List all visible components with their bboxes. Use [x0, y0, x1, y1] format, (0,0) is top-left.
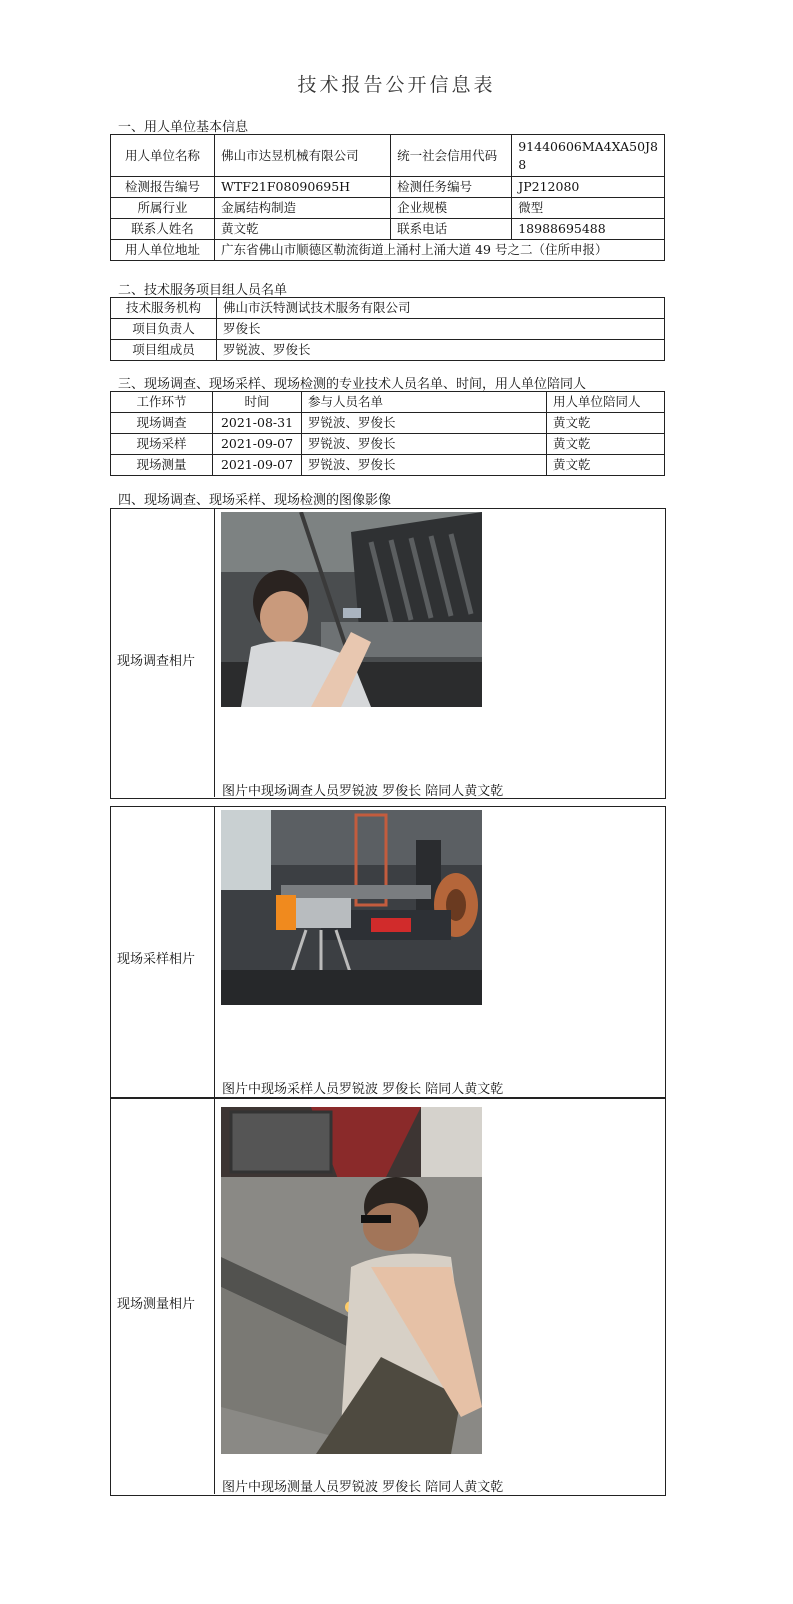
table-cell: 广东省佛山市顺德区勒流街道上涌村上涌大道 49 号之二（住所申报） [215, 240, 665, 261]
section3-heading: 三、现场调查、现场采样、现场检测的专业技术人员名单、时间，用人单位陪同人 [118, 377, 587, 392]
table-cell: 项目组成员 [111, 340, 217, 361]
credit-code-line1: 91440606MA4XA50J8 [518, 138, 658, 154]
survey-photo [221, 512, 482, 707]
table-row [111, 198, 665, 219]
photo-caption: 图片中现场测量人员罗锐波 罗俊长 陪同人黄文乾 [222, 1480, 504, 1495]
table-cell: 黄文乾 [547, 413, 665, 434]
table-row [111, 135, 665, 177]
column-header: 工作环节 [111, 392, 213, 413]
table-cell: 金属结构制造 [215, 198, 391, 219]
measurement-photo [221, 1107, 482, 1454]
section1-heading: 一、用人单位基本信息 [118, 120, 249, 135]
column-header: 用人单位陪同人 [547, 392, 665, 413]
column-header: 时间 [213, 392, 302, 413]
unit-info-table [110, 134, 665, 261]
table-cell: 用人单位地址 [111, 240, 215, 261]
table-cell: 联系人姓名 [111, 219, 215, 240]
photo-label: 现场调查相片 [117, 654, 196, 669]
table-cell: 检测任务编号 [391, 177, 512, 198]
divider [214, 508, 215, 797]
table-row [111, 434, 665, 455]
table-cell: 黄文乾 [547, 455, 665, 476]
credit-code-line2: 8 [518, 156, 527, 172]
sampling-photo [221, 810, 482, 1005]
table-row [111, 455, 665, 476]
team-table [110, 297, 665, 361]
table-cell: 现场测量 [111, 455, 213, 476]
page-title: 技术报告公开信息表 [297, 74, 496, 96]
table-cell: 现场采样 [111, 434, 213, 455]
table-cell: 现场调查 [111, 413, 213, 434]
table-cell: 黄文乾 [547, 434, 665, 455]
table-cell: 技术服务机构 [111, 298, 217, 319]
schedule-table [110, 391, 665, 476]
table-cell: 2021-09-07 [213, 455, 302, 476]
photo-caption: 图片中现场采样人员罗锐波 罗俊长 陪同人黄文乾 [222, 1082, 504, 1097]
sampling-photo-image [221, 810, 482, 1005]
table-row [111, 298, 665, 319]
table-cell: WTF21F08090695H [215, 177, 391, 198]
section4-heading: 四、现场调查、现场采样、现场检测的图像影像 [118, 493, 392, 508]
column-header: 参与人员名单 [302, 392, 547, 413]
table-row [111, 177, 665, 198]
divider [214, 1097, 215, 1494]
table-cell: 黄文乾 [215, 219, 391, 240]
table-cell: 用人单位名称 [111, 135, 215, 177]
section2-heading: 二、技术服务项目组人员名单 [118, 283, 288, 298]
table-cell: 检测报告编号 [111, 177, 215, 198]
table-cell: 罗锐波、罗俊长 [217, 340, 665, 361]
table-cell: 佛山市达昱机械有限公司 [215, 135, 391, 177]
measurement-photo-image [221, 1107, 482, 1454]
table-cell: 2021-08-31 [213, 413, 302, 434]
table-cell: 罗俊长 [217, 319, 665, 340]
table-cell: 罗锐波、罗俊长 [302, 434, 547, 455]
photo-label: 现场采样相片 [117, 952, 196, 967]
table-cell: 所属行业 [111, 198, 215, 219]
table-row [111, 319, 665, 340]
table-cell: 罗锐波、罗俊长 [302, 455, 547, 476]
table-row [111, 340, 665, 361]
table-row [111, 413, 665, 434]
table-cell: 2021-09-07 [213, 434, 302, 455]
table-cell: 统一社会信用代码 [391, 135, 512, 177]
table-cell: 18988695488 [512, 219, 665, 240]
table-cell: 联系电话 [391, 219, 512, 240]
table-cell: 罗锐波、罗俊长 [302, 413, 547, 434]
table-row [111, 219, 665, 240]
table-cell: 企业规模 [391, 198, 512, 219]
table-cell: 微型 [512, 198, 665, 219]
table-cell [512, 135, 665, 177]
divider [214, 806, 215, 1097]
table-cell: 项目负责人 [111, 319, 217, 340]
table-header-row [111, 392, 665, 413]
table-cell: JP212080 [512, 177, 665, 198]
table-row [111, 240, 665, 261]
survey-photo-image [221, 512, 482, 707]
photo-label: 现场测量相片 [117, 1297, 196, 1312]
table-cell: 佛山市沃特测试技术服务有限公司 [217, 298, 665, 319]
photo-caption: 图片中现场调查人员罗锐波 罗俊长 陪同人黄文乾 [222, 784, 504, 799]
